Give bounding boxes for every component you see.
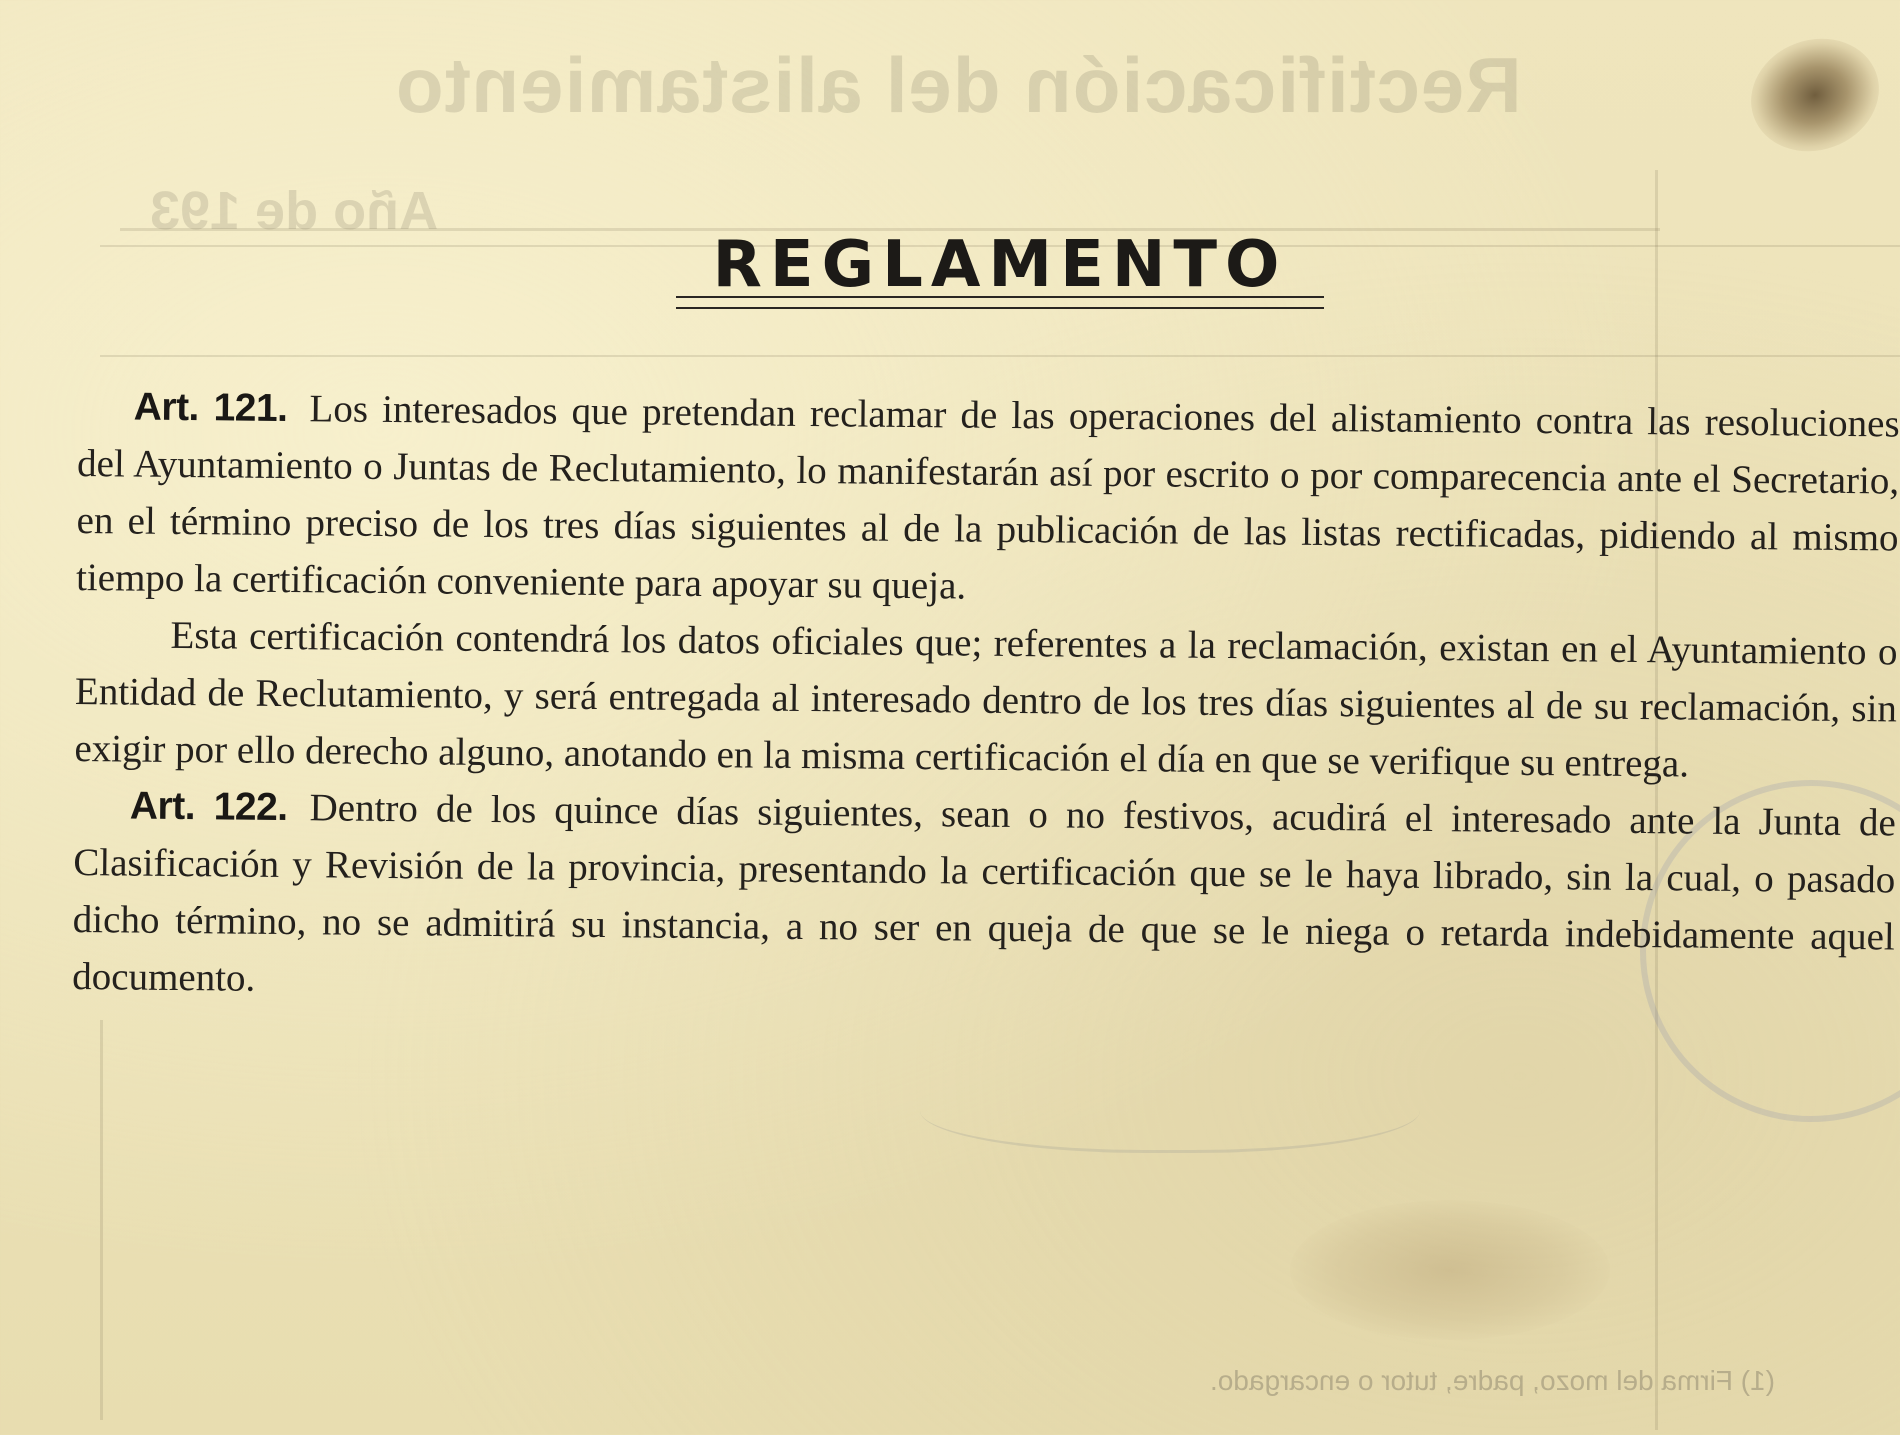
bleed-through-footnote: (1) Firma del mozo, padre, tutor o encargado.	[1210, 1365, 1775, 1396]
article-121-label: Art. 121.	[133, 385, 288, 431]
title-double-rule	[676, 296, 1324, 309]
bleed-through-rule	[100, 1020, 103, 1420]
page-title: REGLAMENTO	[712, 228, 1288, 302]
article-122-paragraph	[72, 777, 1896, 1022]
bottom-stain	[1290, 1200, 1610, 1340]
article-122-text: Dentro de los quince días siguientes, sean o no festivos, acudirá el interesado ante la Junta de Clasificación y Revisión de la provincia, presentando la certificación que se le haya librado, sin la cual, o pasado dicho término, no se admitirá su instancia, a no ser en queja de que se le niega o retarda indebidamente aquel documento.	[72, 786, 1897, 1000]
article-122-label: Art. 122.	[129, 784, 288, 830]
article-121-paragraph	[76, 378, 1900, 623]
bleed-through-rule	[100, 355, 1900, 357]
regulation-body	[72, 378, 1900, 1022]
article-121-text: Los interesados que pretendan reclamar de las operaciones del alistamiento contra las resoluciones del Ayuntamiento o Juntas de Reclutamiento, lo manifestarán así por escrito o por comparecencia ante el Secretario, en el término preciso de los tres días siguientes al de la publicación de las listas rectificadas, pidiendo al mismo tiempo la certificación conveniente para apoyar su queja.	[75, 387, 1900, 608]
faded-signature	[920, 1060, 1420, 1153]
bleed-through-year: Año de 193	[150, 181, 439, 241]
article-121-continuation: Esta certificación contendrá los datos oficiales que; referentes a la reclamación, existan en el Ayuntamiento o Entidad de Reclutamiento, y será entregada al interesado dentro de los tres días siguientes al de su reclamación, sin exigir por ello derecho alguno, anotando en la misma certificación el día en que se verifique su entrega.	[74, 613, 1898, 786]
bleed-through-heading: Rectificación del alistamiento	[395, 41, 1522, 129]
corner-stain	[1735, 21, 1895, 169]
